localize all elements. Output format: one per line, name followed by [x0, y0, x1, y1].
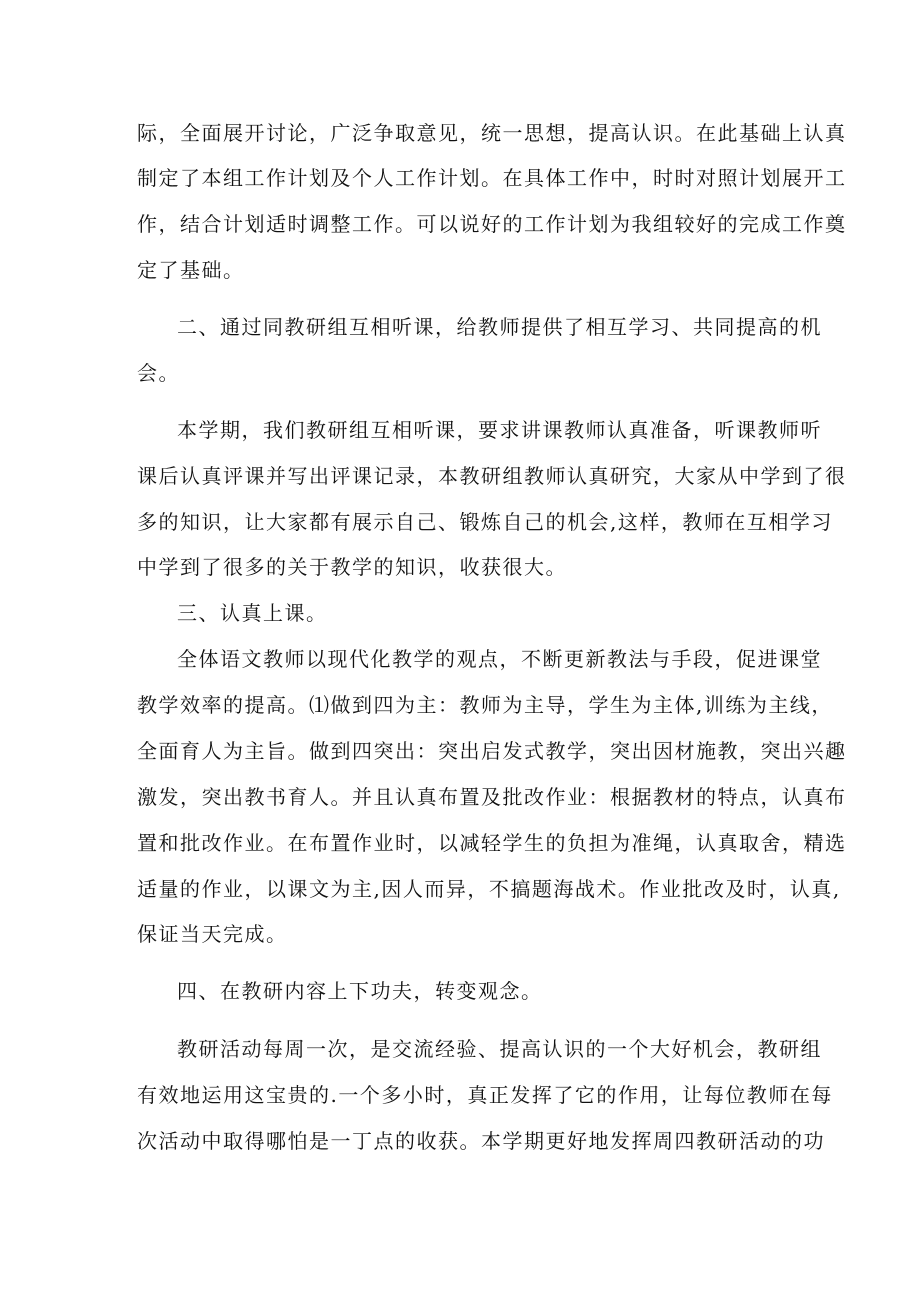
paragraph-line: 教学效率的提高。⑴做到四为主：教师为主导，学生为主体,训练为主线， [137, 693, 833, 717]
paragraph-line: 会。 [137, 361, 180, 385]
paragraph-line: 全面育人为主旨。做到四突出：突出启发式教学，突出因材施教，突出兴趣 [137, 739, 847, 763]
paragraph-line: 课后认真评课并写出评课记录，本教研组教师认真研究，大家从中学到了很 [137, 464, 847, 488]
paragraph-line: 有效地运用这宝贵的.一个多小时，真正发挥了它的作用，让每位教师在每 [137, 1083, 833, 1107]
section-heading: 四、在教研内容上下功夫，转变观念。 [177, 979, 543, 1003]
paragraph-line: 次活动中取得哪怕是一丁点的收获。本学期更好地发挥周四教研活动的功 [137, 1129, 825, 1153]
paragraph-line: 际，全面展开讨论，广泛争取意见，统一思想，提高认识。在此基础上认真 [137, 121, 847, 145]
paragraph-line: 制定了本组工作计划及个人工作计划。在具体工作中，时时对照计划展开工 [137, 166, 847, 190]
paragraph-line: 教研活动每周一次，是交流经验、提高认识的一个大好机会，教研组 [177, 1037, 822, 1061]
paragraph-line: 置和批改作业。在布置作业时，以减轻学生的负担为准绳，认真取舍，精选 [137, 831, 847, 855]
paragraph-line: 适量的作业，以课文为主,因人而异，不搞题海战术。作业批改及时，认真, [137, 877, 841, 901]
section-heading: 三、认真上课。 [177, 601, 328, 625]
section-heading: 二、通过同教研组互相听课，给教师提供了相互学习、共同提高的机 [177, 315, 822, 339]
paragraph-line: 保证当天完成。 [137, 922, 288, 946]
paragraph-line: 作，结合计划适时调整工作。可以说好的工作计划为我组较好的完成工作奠 [137, 212, 847, 236]
paragraph-line: 多的知识，让大家都有展示自己、锻炼自己的机会,这样，教师在互相学习 [137, 510, 833, 534]
paragraph-line: 中学到了很多的关于教学的知识，收获很大。 [137, 555, 567, 579]
paragraph-line: 激发，突出教书育人。并且认真布置及批改作业：根据教材的特点，认真布 [137, 785, 847, 809]
paragraph-line: 全体语文教师以现代化教学的观点，不断更新教法与手段，促进课堂 [177, 647, 822, 671]
paragraph-line: 定了基础。 [137, 258, 245, 282]
paragraph-line: 本学期，我们教研组互相听课，要求讲课教师认真准备，听课教师听 [177, 418, 822, 442]
